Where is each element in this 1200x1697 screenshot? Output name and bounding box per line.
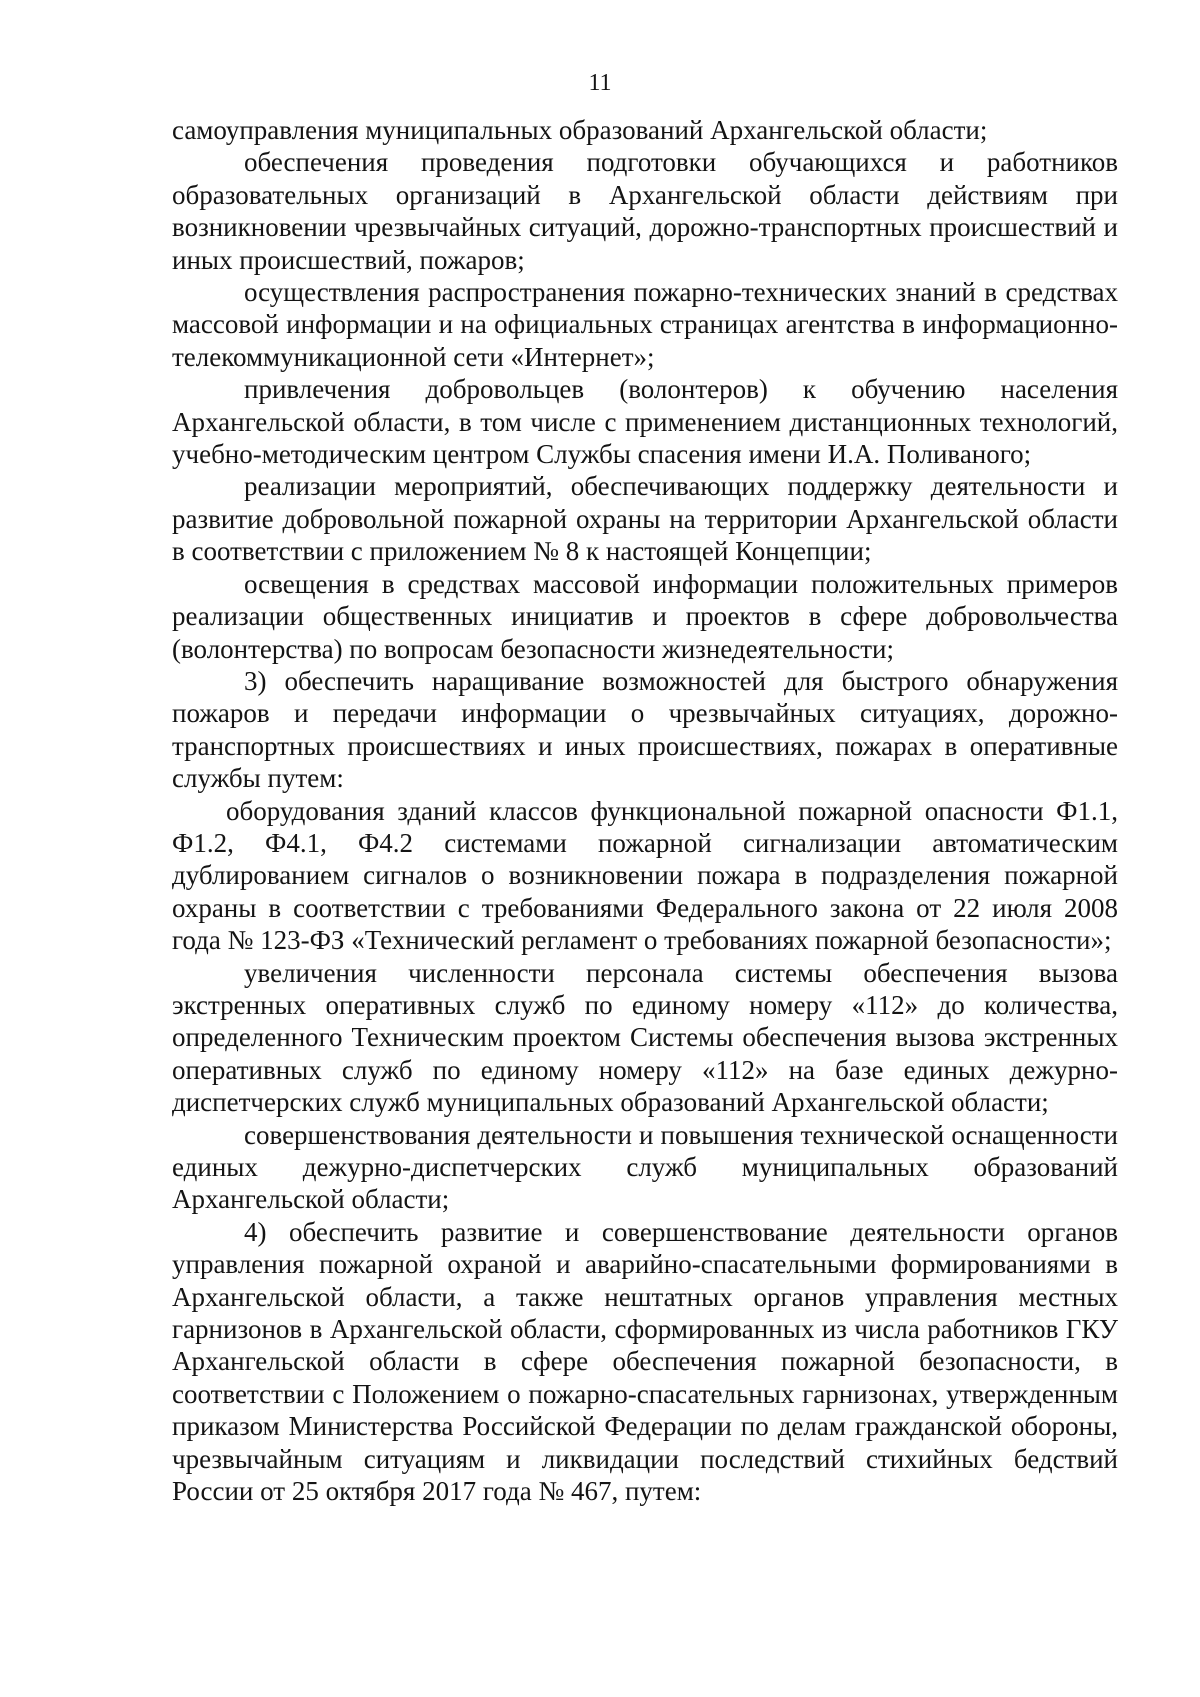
paragraph-112-personnel: увеличения численности персонала системы обеспечения вызова экстренных оперативных служб по единому номеру «112» до количества, определенного Техническим проектом Системы обеспечения вызова экстренных оперативных служб по единому номеру «112» на базе единых дежурно-диспетчерских служб муниципальных образований Архангельской области; — [172, 957, 1118, 1118]
paragraph-dispatch-improvement: совершенствования деятельности и повышения технической оснащенности единых дежурно-диспетчерских служб муниципальных образований Архангельской области; — [172, 1119, 1118, 1215]
paragraph-fire-knowledge-dissemination: осуществления распространения пожарно-технических знаний в средствах массовой информации и на официальных страницах агентства в информационно-телекоммуникационной сети «Интернет»; — [172, 277, 1118, 372]
paragraph-training-preparation: обеспечения проведения подготовки обучающихся и работников образовательных организаций в Архангельской области действиям при возникновении чрезвычайных ситуаций, дорожно-транспортных происшествий и иных происшествий, пожаров; — [172, 147, 1118, 275]
paragraph-volunteer-involvement: привлечения добровольцев (волонтеров) к обучению населения Архангельской области, в том числе с применением дистанционных технологий, учебно-методическим центром Службы спасения имени И.А. Поливаного; — [172, 374, 1118, 470]
paragraph-building-equipment: оборудования зданий классов функциональной пожарной опасности Ф1.1, Ф1.2, Ф4.1, Ф4.2 системами пожарной сигнализации автоматическим дублированием сигналов о возникновении пожара в подразделения пожарной охраны в соответствии с требованиями Федерального закона от 22 июля 2008 года № 123-ФЗ «Технический регламент о требованиях пожарной безопасности»; — [172, 795, 1118, 956]
document-body — [172, 114, 1118, 1507]
paragraph-item-3-fire-detection: 3) обеспечить наращивание возможностей для быстрого обнаружения пожаров и передачи информации о чрезвычайных ситуациях, дорожно-транспортных происшествиях и иных происшествиях, пожарах в оперативные службы путем: — [172, 665, 1118, 794]
paragraph-continuation: самоуправления муниципальных образований Архангельской области; — [172, 115, 988, 145]
paragraph-media-coverage: освещения в средствах массовой информации положительных примеров реализации общественных инициатив и проектов в сфере добровольчества (волонтерства) по вопросам безопасности жизнедеятельности; — [172, 568, 1118, 664]
paragraph-item-4-garrison-development: 4) обеспечить развитие и совершенствование деятельности органов управления пожарной охраной и аварийно-спасательными формированиями в Архангельской области, а также нештатных органов управления местных гарнизонов в Архангельской области, сформированных из числа работников ГКУ Архангельской области в сфере обеспечения пожарной безопасности, в соответствии с Положением о пожарно-спасательных гарнизонах, утвержденным приказом Министерства Российской Федерации по делам гражданской обороны, чрезвычайным ситуациям и ликвидации последствий стихийных бедствий России от 25 октября 2017 года № 467, путем: — [172, 1216, 1118, 1507]
page-number: 11 — [588, 70, 612, 96]
paragraph-volunteer-fire-protection: реализации мероприятий, обеспечивающих поддержку деятельности и развитие добровольной пожарной охраны на территории Архангельской области в соответствии с приложением № 8 к настоящей Концепции; — [172, 471, 1118, 567]
